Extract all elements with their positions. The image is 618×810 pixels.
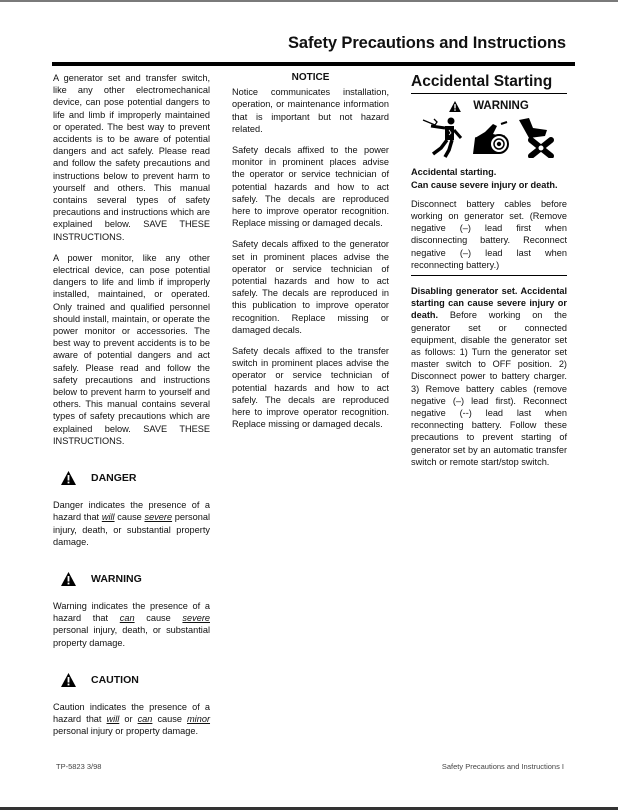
section-rule	[411, 93, 567, 94]
column-accidental-starting	[411, 72, 567, 477]
decals-generator-paragraph: Safety decals affixed to the generator set in prominent places advise the operator or service technician of potential hazards and how to act safely. The decals are reproduced in this publication to improve operator recognition. Replace missing or damaged decals.	[232, 239, 389, 335]
warning-triangle-icon	[61, 673, 76, 687]
column-intro	[53, 72, 210, 746]
decals-power-monitor-paragraph: Safety decals affixed to the power monitor in prominent places advise the operator or service technician of potential hazards and how to act safely. The decals are reproduced here to improve operator recognition. Replace missing or damaged decals.	[232, 145, 389, 229]
warning-description: Warning indicates the presence of a hazard that can cause severe personal injury, death, or substantial property damage.	[53, 600, 210, 648]
section-title: Accidental Starting	[411, 73, 553, 90]
warning-banner-label: WARNING	[473, 100, 529, 113]
hand-in-fan-icon	[517, 116, 557, 158]
hazard-instruction: Disconnect battery cables before working on generator set. (Remove negative (–) lead first when disconnecting battery. Reconnect negative (–) lead last when reconnecting battery.)	[411, 198, 567, 270]
footer-doc-id: TP-5823 3/98	[56, 762, 102, 771]
notice-paragraph: Notice communicates installation, operation, or maintenance information that is important but not hazard related.	[232, 87, 389, 134]
warning-label: WARNING	[91, 572, 142, 585]
warning-heading	[61, 572, 210, 586]
title-rule	[52, 62, 575, 66]
column-notice	[232, 72, 389, 439]
page-top-border	[0, 0, 618, 2]
electric-shock-person-icon	[421, 116, 467, 158]
hazard-title-line1: Accidental starting.	[411, 167, 497, 178]
hazard-pictograms	[411, 116, 567, 158]
intro-paragraph-generator: A generator set and transfer switch, like any other electromechanical device, can pose potential dangers to life and limb if improperly maintained or operated. The best way to prevent accidents is to be aware of potential dangers and act safely. Please read and follow the safety precautions and instructions below to prevent harm to yourself and others. This manual contains several types of safety precautions and instructions which are explained below. SAVE THESE INSTRUCTIONS.	[53, 73, 210, 242]
disabling-bold: Disabling generator set. Accidental starting can cause severe injury or death.	[411, 286, 567, 321]
danger-description: Danger indicates the presence of a hazard that will cause severe personal injury, death, or substantial property damage.	[53, 500, 210, 547]
warning-triangle-icon	[449, 101, 461, 112]
warning-banner	[411, 100, 567, 112]
decals-transfer-switch-paragraph: Safety decals affixed to the transfer switch in prominent places advise the operator or service technician of potential hazards and how to act safely. The decals are reproduced here to improve operator recognition. Replace missing or damaged decals.	[232, 346, 389, 430]
danger-heading	[61, 471, 210, 485]
notice-heading: NOTICE	[291, 72, 330, 83]
disabling-text: Before working on the generator set or connected equipment, disable the generator set as follows: 1) Turn the generator set master switch to OFF position. 2) Disconnect power to battery charger. 3) Remove battery cables (remove negative (–) lead first). Reconnect negative (--) lead last when reconnecting battery. Follow these precautions to prevent starting of generator set by an automatic transfer switch or remote start/stop switch.	[411, 310, 567, 467]
disabling-paragraph	[411, 285, 567, 468]
danger-label: DANGER	[91, 471, 137, 484]
hand-in-pulley-icon	[471, 116, 513, 158]
caution-heading	[61, 673, 210, 687]
caution-label: CAUTION	[91, 673, 139, 686]
caution-description: Caution indicates the presence of a hazard that will or can cause minor personal injury or property damage.	[53, 701, 211, 737]
hazard-rule	[411, 275, 567, 276]
hazard-title-line2: Can cause severe injury or death.	[411, 179, 558, 190]
intro-paragraph-power-monitor: A power monitor, like any other electrical device, can pose potential dangers to life and limb if improperly installed, maintained, or operated. Only trained and qualified personnel should install, maintain, or operate the power monitor or accessories. The best way to prevent accidents is to be aware of potential dangers and act safely. Please read and follow the safety precautions and instructions below to prevent harm to yourself and others. This manual contains several types of safety precautions which are explained below. SAVE THESE INSTRUCTIONS.	[53, 252, 210, 446]
page-title: Safety Precautions and Instructions	[288, 34, 566, 52]
footer-section-name: Safety Precautions and Instructions I	[441, 762, 564, 771]
warning-triangle-icon	[61, 572, 76, 586]
warning-triangle-icon	[61, 471, 76, 485]
